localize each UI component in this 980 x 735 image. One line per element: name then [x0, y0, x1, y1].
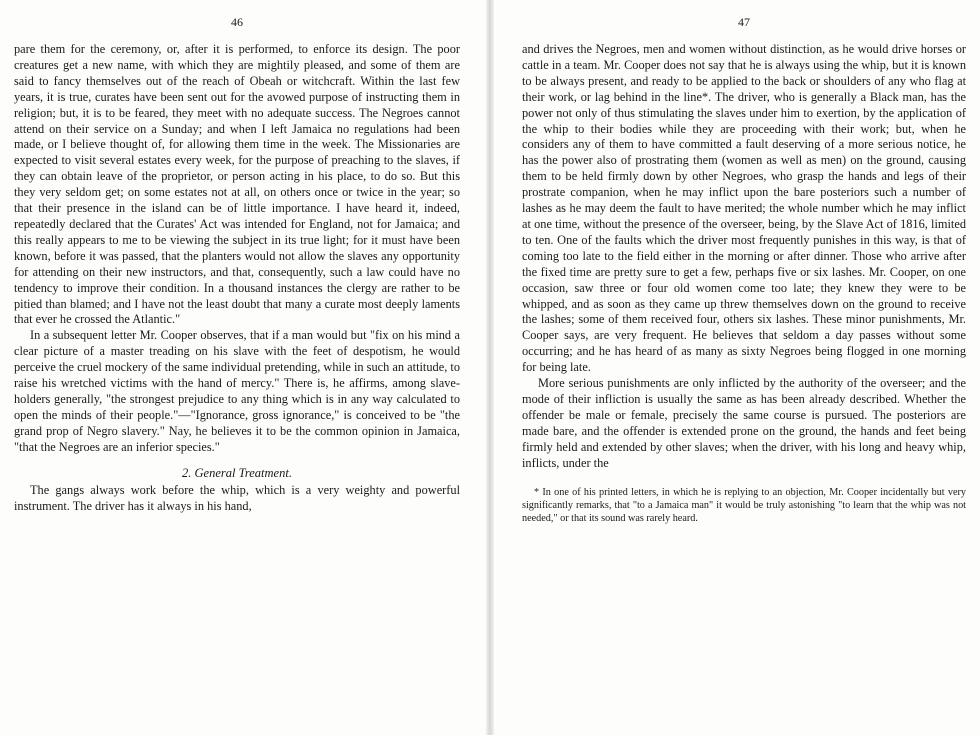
footnote: [522, 483, 966, 525]
page-number-right: 47: [738, 15, 750, 29]
right-paragraph-2: More serious punishments are only inflicted by the authority of the overseer; and the mode of their infliction is usually the same as has been already described. Whether the offender be male or female, precisely the same course is pursued. The posteriors are made bare, and the offender is extended prone on the ground, the hands and feet being firmly held and extended by other slaves; when the driver, with his long and heavy whip, inflicts, under the: [522, 376, 966, 470]
section-heading: 2. General Treatment.: [182, 465, 292, 480]
left-paragraph-3: The gangs always work before the whip, which is a very weighty and powerful instrument. The driver has it always in his hand,: [14, 483, 460, 514]
right-page: [494, 0, 980, 735]
left-paragraph-2: In a subsequent letter Mr. Cooper observes, that if a man would but "fix on his mind a clear picture of a master treading on his slave with the feet of despotism, he would perceive the cruel mockery of the same individual pretending, while in such an attitude, to raise his wretched victims with the hand of mercy." There is, he affirms, among slave-holders generally, "the strongest prejudice to any thing which is in any way calculated to open the minds of their people."—"Ignorance, gross ignorance," is conceived to be "the grand prop of Negro slavery." Nay, he believes it to be the common opinion in Jamaica, "that the Negroes are an inferior species.": [14, 328, 460, 454]
right-paragraph-1: and drives the Negroes, men and women without distinction, as he would drive horses or cattle in a team. Mr. Cooper does not say that he is always using the whip, but it is known to be always present, and ready to be applied to the back or shoulders of any who flag at their work, or lag behind in the line*. The driver, who is generally a Black man, has the power not only of thus stimulating the slaves under him to exertion, by the application of the whip to their bodies while they are proceeding with their work; but, when he considers any of them to have committed a fault deserving of a more serious notice, he has the power also of prostrating them (women as well as men) on the ground, causing them to be held firmly down by other Negroes, who grasp the hands and legs of their prostrate companion, when he may inflict upon the bare posteriors such a number of lashes as he may deem the fault to have merited; the whole number which he may inflict at one time, without the presence of the overseer, being, by the Slave Act of 1816, limited to ten. One of the faults which the driver most frequently punishes in this way, is that of coming too late to the field either in the morning or after dinner. Those who arrive after the fixed time are pretty sure to get a few, perhaps five or six lashes. Mr. Cooper, on one occasion, saw three or four old women come too late; they knew they were to be whipped, and as soon as they came up threw themselves down on the ground to receive the lashes; some of them received four, others six lashes. These minor punishments, Mr. Cooper says, are very frequent. He believes that seldom a day passes without some occurring; and he has heard of as many as sixty Negroes being flogged in one morning for being late.: [522, 42, 966, 375]
footnote-text: * In one of his printed letters, in which he is replying to an objection, Mr. Cooper incidentally but very significantly remarks, that "to a Jamaica man" it would be truly astonishing "to learn that the whip was not needed," or that its sound was rarely heard.: [522, 487, 966, 524]
left-page: [0, 0, 488, 735]
book-gutter: [486, 0, 494, 735]
left-paragraph-1: pare them for the ceremony, or, after it is performed, to enforce its design. The poor creatures get a new name, with which they are mightily pleased, and some of them are said to fancy themselves out of the reach of Obeah or witchcraft. Within the last few years, it is true, curates have been sent out for the avowed purpose of instructing them in religion; but, it is to be feared, they meet with no adequate success. The Negroes cannot attend on their service on a Sunday; and when I left Jamaica no regulations had been made, or I believe thought of, for allowing them time in the week. The Missionaries are expected to visit several estates every week, for the purpose of preaching to the slaves, if they can obtain leave of the proprietor, or person acting in his place, to do so. But this they very seldom get; on some estates not at all, on others once or twice in the year; so that their presence in the island can be of little importance. I have heard it, indeed, repeatedly declared that the Curates' Act was intended for England, not for Jamaica; and this really appears to me to be viewing the subject in its true light; for it must have been known, before it was passed, that the planters would not allow the slaves any opportunity for attending on their new instructors, and that, consequently, such a law could have no tendency to improve their condition. In a thousand instances the clergy are rather to be pitied than blamed; and I have not the least doubt that many a curate most deeply laments that ever he crossed the Atlantic.": [14, 42, 460, 327]
right-page-body: [522, 42, 966, 471]
left-page-body: [14, 42, 460, 515]
page-number-left: 46: [231, 15, 243, 29]
